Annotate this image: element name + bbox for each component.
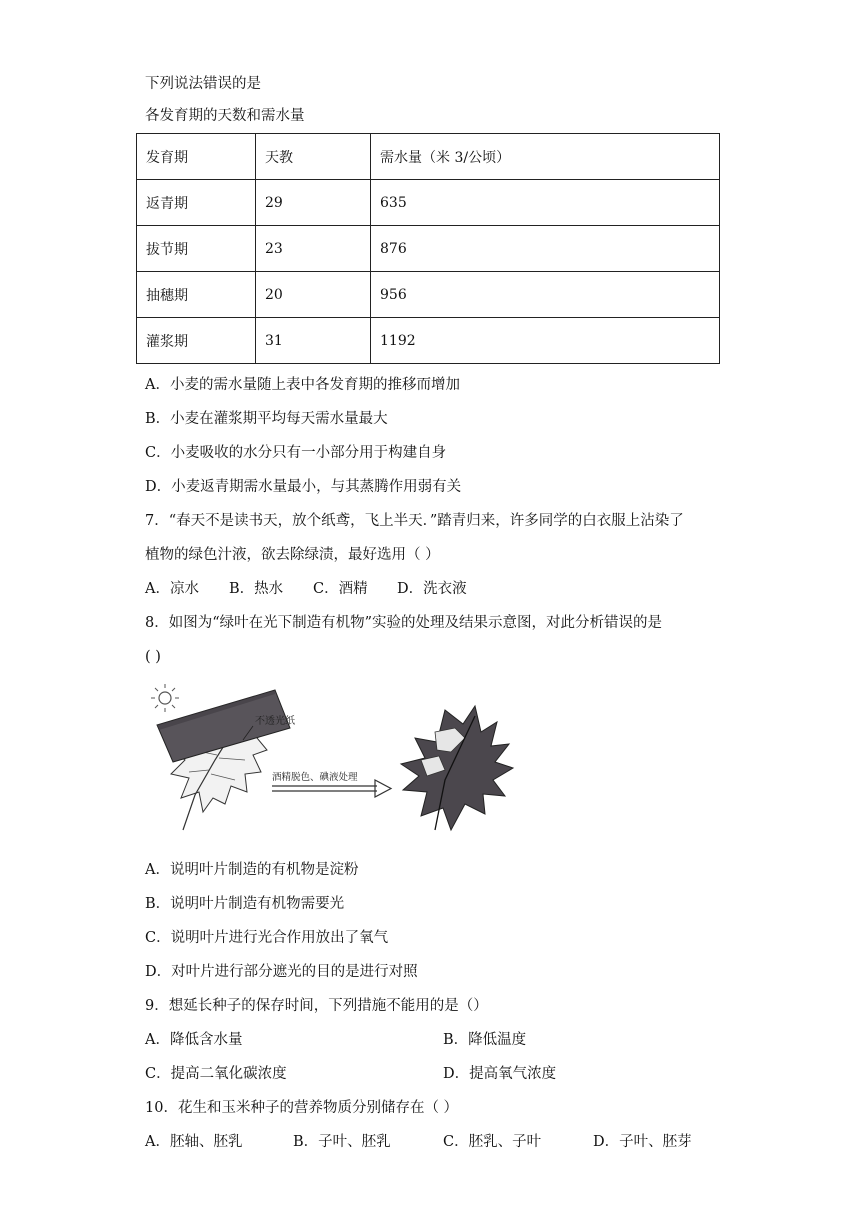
q10-option-d: D．子叶、胚芽 [593, 1134, 692, 1150]
q7-option-d: D．洗衣液 [397, 581, 467, 597]
q8-option-c: C．说明叶片进行光合作用放出了氧气 [145, 930, 389, 946]
table-row [137, 272, 720, 318]
table-row [137, 318, 720, 364]
q9-option-c: C．提高二氧化碳浓度 [145, 1066, 287, 1082]
table-cell: 956 [371, 272, 720, 318]
table-cell: 拔节期 [137, 226, 256, 272]
q6-option-b: B．小麦在灌浆期平均每天需水量最大 [145, 411, 388, 427]
q9-option-d: D．提高氧气浓度 [443, 1066, 557, 1082]
q6-option-c: C．小麦吸收的水分只有一小部分用于构建自身 [145, 445, 447, 461]
table-row [137, 226, 720, 272]
table-cell: 29 [256, 180, 371, 226]
q10-option-b: B．子叶、胚乳 [293, 1134, 391, 1150]
q7-stem-line1: 7．“春天不是读书天，放个纸鸢，飞上半天．”踏青归来，许多同学的白衣服上沾染了 [145, 513, 684, 529]
q6-option-a: A．小麦的需水量随上表中各发育期的推移而增加 [145, 377, 460, 393]
sun-icon [151, 684, 179, 712]
table-cell: 抽穗期 [137, 272, 256, 318]
q8-option-b: B．说明叶片制造有机物需要光 [145, 896, 345, 912]
table-row [137, 180, 720, 226]
table-cell: 返青期 [137, 180, 256, 226]
table-cell: 23 [256, 226, 371, 272]
table-cell: 20 [256, 272, 371, 318]
q7-option-b: B．热水 [229, 581, 284, 597]
q6-option-d: D．小麦返青期需水量最小，与其蒸腾作用弱有关 [145, 479, 462, 495]
q8-option-d: D．对叶片进行部分遮光的目的是进行对照 [145, 964, 418, 980]
table-cell: 635 [371, 180, 720, 226]
q7-option-c: C．酒精 [313, 581, 368, 597]
leaf-after-icon [401, 706, 513, 830]
table-cell: 31 [256, 318, 371, 364]
table-cell: 1192 [371, 318, 720, 364]
table-cell: 876 [371, 226, 720, 272]
process-label: 酒精脱色、碘液处理 [272, 772, 358, 783]
q10-stem: 10．花生和玉米种子的营养物质分别储存在（ ） [145, 1100, 459, 1116]
leaf-experiment-figure [145, 680, 545, 850]
table-header-cell: 天教 [256, 134, 371, 180]
q9-option-a: A．降低含水量 [145, 1032, 243, 1048]
q9-option-b: B．降低温度 [443, 1032, 527, 1048]
table-caption: 各发育期的天数和需水量 [145, 108, 305, 124]
table-header-row [137, 134, 720, 180]
q9-stem: 9．想延长种子的保存时间，下列措施不能用的是（） [145, 998, 488, 1014]
table-header-cell: 发育期 [137, 134, 256, 180]
q7-stem-line2: 植物的绿色汁液，欲去除绿渍，最好选用（ ） [145, 547, 440, 563]
q10-option-c: C．胚乳、子叶 [443, 1134, 542, 1150]
data-table [136, 133, 720, 364]
q10-option-a: A．胚轴、胚乳 [145, 1134, 243, 1150]
paper-label: 不透光纸 [255, 716, 295, 727]
q7-option-a: A．凉水 [145, 581, 199, 597]
intro-text: 下列说法错误的是 [145, 76, 261, 92]
table-header-cell: 需水量（米 3/公顷） [371, 134, 720, 180]
q8-stem-line1: 8．如图为“绿叶在光下制造有机物”实验的处理及结果示意图，对此分析错误的是 [145, 615, 663, 631]
table-cell: 灌浆期 [137, 318, 256, 364]
q8-option-a: A．说明叶片制造的有机物是淀粉 [145, 862, 359, 878]
q8-stem-line2: ( ) [145, 649, 161, 665]
